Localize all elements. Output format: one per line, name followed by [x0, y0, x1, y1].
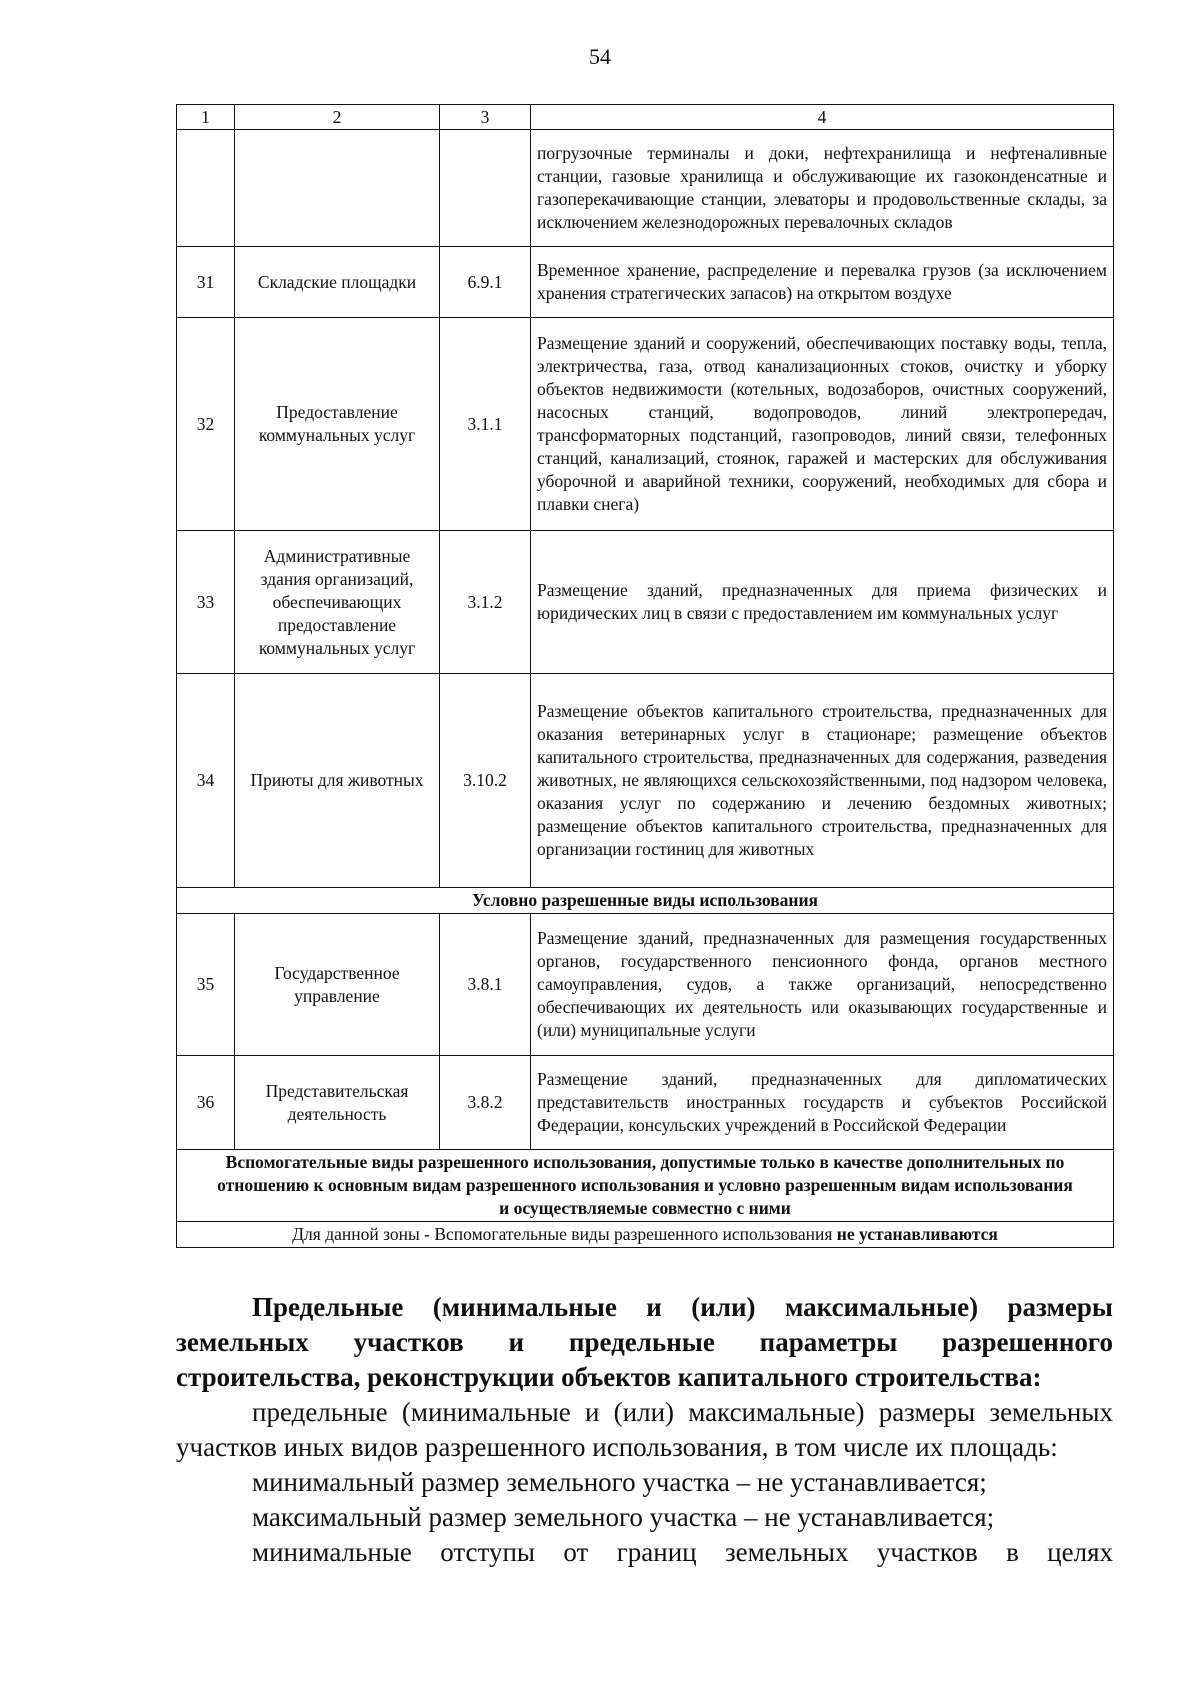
table-row-continuation — [177, 130, 1114, 247]
cell-desc: Временное хранение, распределение и перевалка грузов (за исключением хранения стратегических запасов) на открытом воздухе — [531, 247, 1114, 318]
auxiliary-note-emphasis: не устанавливаются — [836, 1224, 998, 1244]
cell-name: Государственное управление — [235, 914, 440, 1056]
section-title: Условно разрешенные виды использования — [177, 888, 1114, 914]
cell-name: Приюты для животных — [235, 674, 440, 888]
paragraph-plot-sizes: предельные (минимальные и (или) максимальные) размеры земельных участков иных видов разрешенного использования, в том числе их площадь: — [176, 1397, 1113, 1462]
land-use-table — [176, 104, 1114, 1248]
cell-num: 36 — [177, 1056, 235, 1150]
cell-code: 3.8.2 — [440, 1056, 531, 1150]
table-row — [177, 674, 1114, 888]
cell-num: 33 — [177, 531, 235, 674]
cell-name: Предоставление коммунальных услуг — [235, 318, 440, 531]
section-title: Вспомогательные виды разрешенного использования, допустимые только в качестве дополнительных по отношению к основным видам разрешенного использования и условно разрешенным видам использования и осуществляемые совместно с ними — [177, 1150, 1114, 1222]
table-row — [177, 1056, 1114, 1150]
cell-num: 31 — [177, 247, 235, 318]
cell-desc: Размещение объектов капитального строительства, предназначенных для оказания ветеринарных услуг в стационаре; размещение объектов капитального строительства, предназначенных для содержания, разведения животных, не являющихся сельскохозяйственными, под надзором человека, оказания услуг по содержанию и лечению бездомных животных; размещение объектов капитального строительства, предназначенных для организации гостиниц для животных — [531, 674, 1114, 888]
cell-num: 32 — [177, 318, 235, 531]
section-heading: Предельные (минимальные и (или) максимальные) размеры земельных участков и предельные параметры разрешенного строительства, реконструкции объектов капитального строительства: — [176, 1292, 1113, 1392]
header-row — [177, 105, 1114, 130]
header-col-4: 4 — [531, 105, 1114, 130]
cell-code: 3.1.2 — [440, 531, 531, 674]
header-col-3: 3 — [440, 105, 531, 130]
cell-desc: погрузочные терминалы и доки, нефтехранилища и нефтеналивные станции, газовые хранилища и обслуживающие их газоконденсатные и газоперекачивающие станции, элеваторы и продовольственные склады, за исключением железнодорожных перевалочных складов — [531, 130, 1114, 247]
body-text — [176, 1290, 1113, 1570]
cell-name — [235, 130, 440, 247]
table-row — [177, 531, 1114, 674]
paragraph-setbacks: минимальные отступы от границ земельных участков в целях — [252, 1537, 1113, 1567]
cell-code: 3.10.2 — [440, 674, 531, 888]
paragraph-max-size: максимальный размер земельного участка – не устанавливается; — [252, 1502, 995, 1532]
cell-num: 34 — [177, 674, 235, 888]
cell-num: 35 — [177, 914, 235, 1056]
paragraph-min-size: минимальный размер земельного участка – не устанавливается; — [252, 1467, 987, 1497]
table-row — [177, 247, 1114, 318]
cell-code: 6.9.1 — [440, 247, 531, 318]
auxiliary-note-row — [177, 1222, 1114, 1248]
section-heading-auxiliary — [177, 1150, 1114, 1222]
table-row — [177, 318, 1114, 531]
auxiliary-note — [177, 1222, 1114, 1248]
cell-desc: Размещение зданий и сооружений, обеспечивающих поставку воды, тепла, электричества, газа, отвод канализационных стоков, очистку и уборку объектов недвижимости (котельных, водозаборов, очистных сооружений, насосных станций, водопроводов, линий электропередач, трансформаторных подстанций, газопроводов, линий связи, телефонных станций, канализаций, стоянок, гаражей и мастерских для обслуживания уборочной и аварийной техники, сооружений, необходимых для сбора и плавки снега) — [531, 318, 1114, 531]
header-col-2: 2 — [235, 105, 440, 130]
cell-code: 3.1.1 — [440, 318, 531, 531]
cell-name: Складские площадки — [235, 247, 440, 318]
cell-num — [177, 130, 235, 247]
section-heading-conditional — [177, 888, 1114, 914]
cell-name: Административные здания организаций, обеспечивающих предоставление коммунальных услуг — [235, 531, 440, 674]
cell-name: Представительская деятельность — [235, 1056, 440, 1150]
cell-desc: Размещение зданий, предназначенных для приема физических и юридических лиц в связи с предоставлением им коммунальных услуг — [531, 531, 1114, 674]
table-row — [177, 914, 1114, 1056]
cell-code: 3.8.1 — [440, 914, 531, 1056]
page-number: 54 — [589, 44, 611, 69]
cell-desc: Размещение зданий, предназначенных для дипломатических представительств иностранных государств и субъектов Российской Федерации, консульских учреждений в Российской Федерации — [531, 1056, 1114, 1150]
cell-code — [440, 130, 531, 247]
auxiliary-note-prefix: Для данной зоны - Вспомогательные виды разрешенного использования — [292, 1224, 837, 1244]
cell-desc: Размещение зданий, предназначенных для размещения государственных органов, государственного пенсионного фонда, органов местного самоуправления, судов, а также организаций, непосредственно обеспечивающих их деятельность или оказывающих государственные и (или) муниципальные услуги — [531, 914, 1114, 1056]
header-col-1: 1 — [177, 105, 235, 130]
